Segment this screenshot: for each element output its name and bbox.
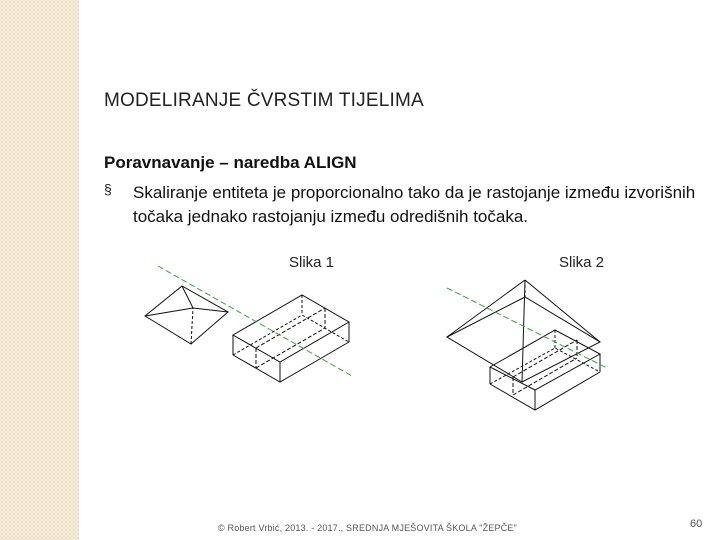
fig2-box-top bbox=[490, 330, 600, 390]
fig2-box-bottom bbox=[490, 372, 600, 410]
footer-copyright: © Robert Vrbić, 2013. - 2017., SREDNJA MJEŠOVITA ŠKOLA "ŽEPČE" bbox=[218, 523, 518, 533]
slide-subtitle: Poravnavanje – naredba ALIGN bbox=[104, 153, 357, 172]
slide-title: MODELIRANJE ČVRSTIM TIJELIMA bbox=[104, 90, 424, 111]
figure1-drawing bbox=[130, 258, 360, 383]
fig1-guide-line bbox=[158, 266, 352, 376]
fig1-box-mid bbox=[256, 308, 325, 368]
figure2-caption: Slika 2 bbox=[559, 254, 605, 271]
bullet-icon: § bbox=[104, 181, 112, 197]
decorative-side-stripe bbox=[0, 0, 79, 540]
fig1-box-bottom bbox=[233, 342, 349, 382]
figure1-caption: Slika 1 bbox=[289, 254, 335, 271]
fig1-pyramid-hidden bbox=[191, 308, 193, 344]
page-number: 60 bbox=[690, 518, 703, 530]
figure2-drawing bbox=[435, 272, 610, 412]
bullet-text: Skaliranje entiteta je proporcionalno tako da je rastojanje između izvorišnih točaka jednako rastojanju između odredišnih točaka. bbox=[133, 183, 696, 226]
fig1-pyramid-edges bbox=[145, 286, 228, 316]
